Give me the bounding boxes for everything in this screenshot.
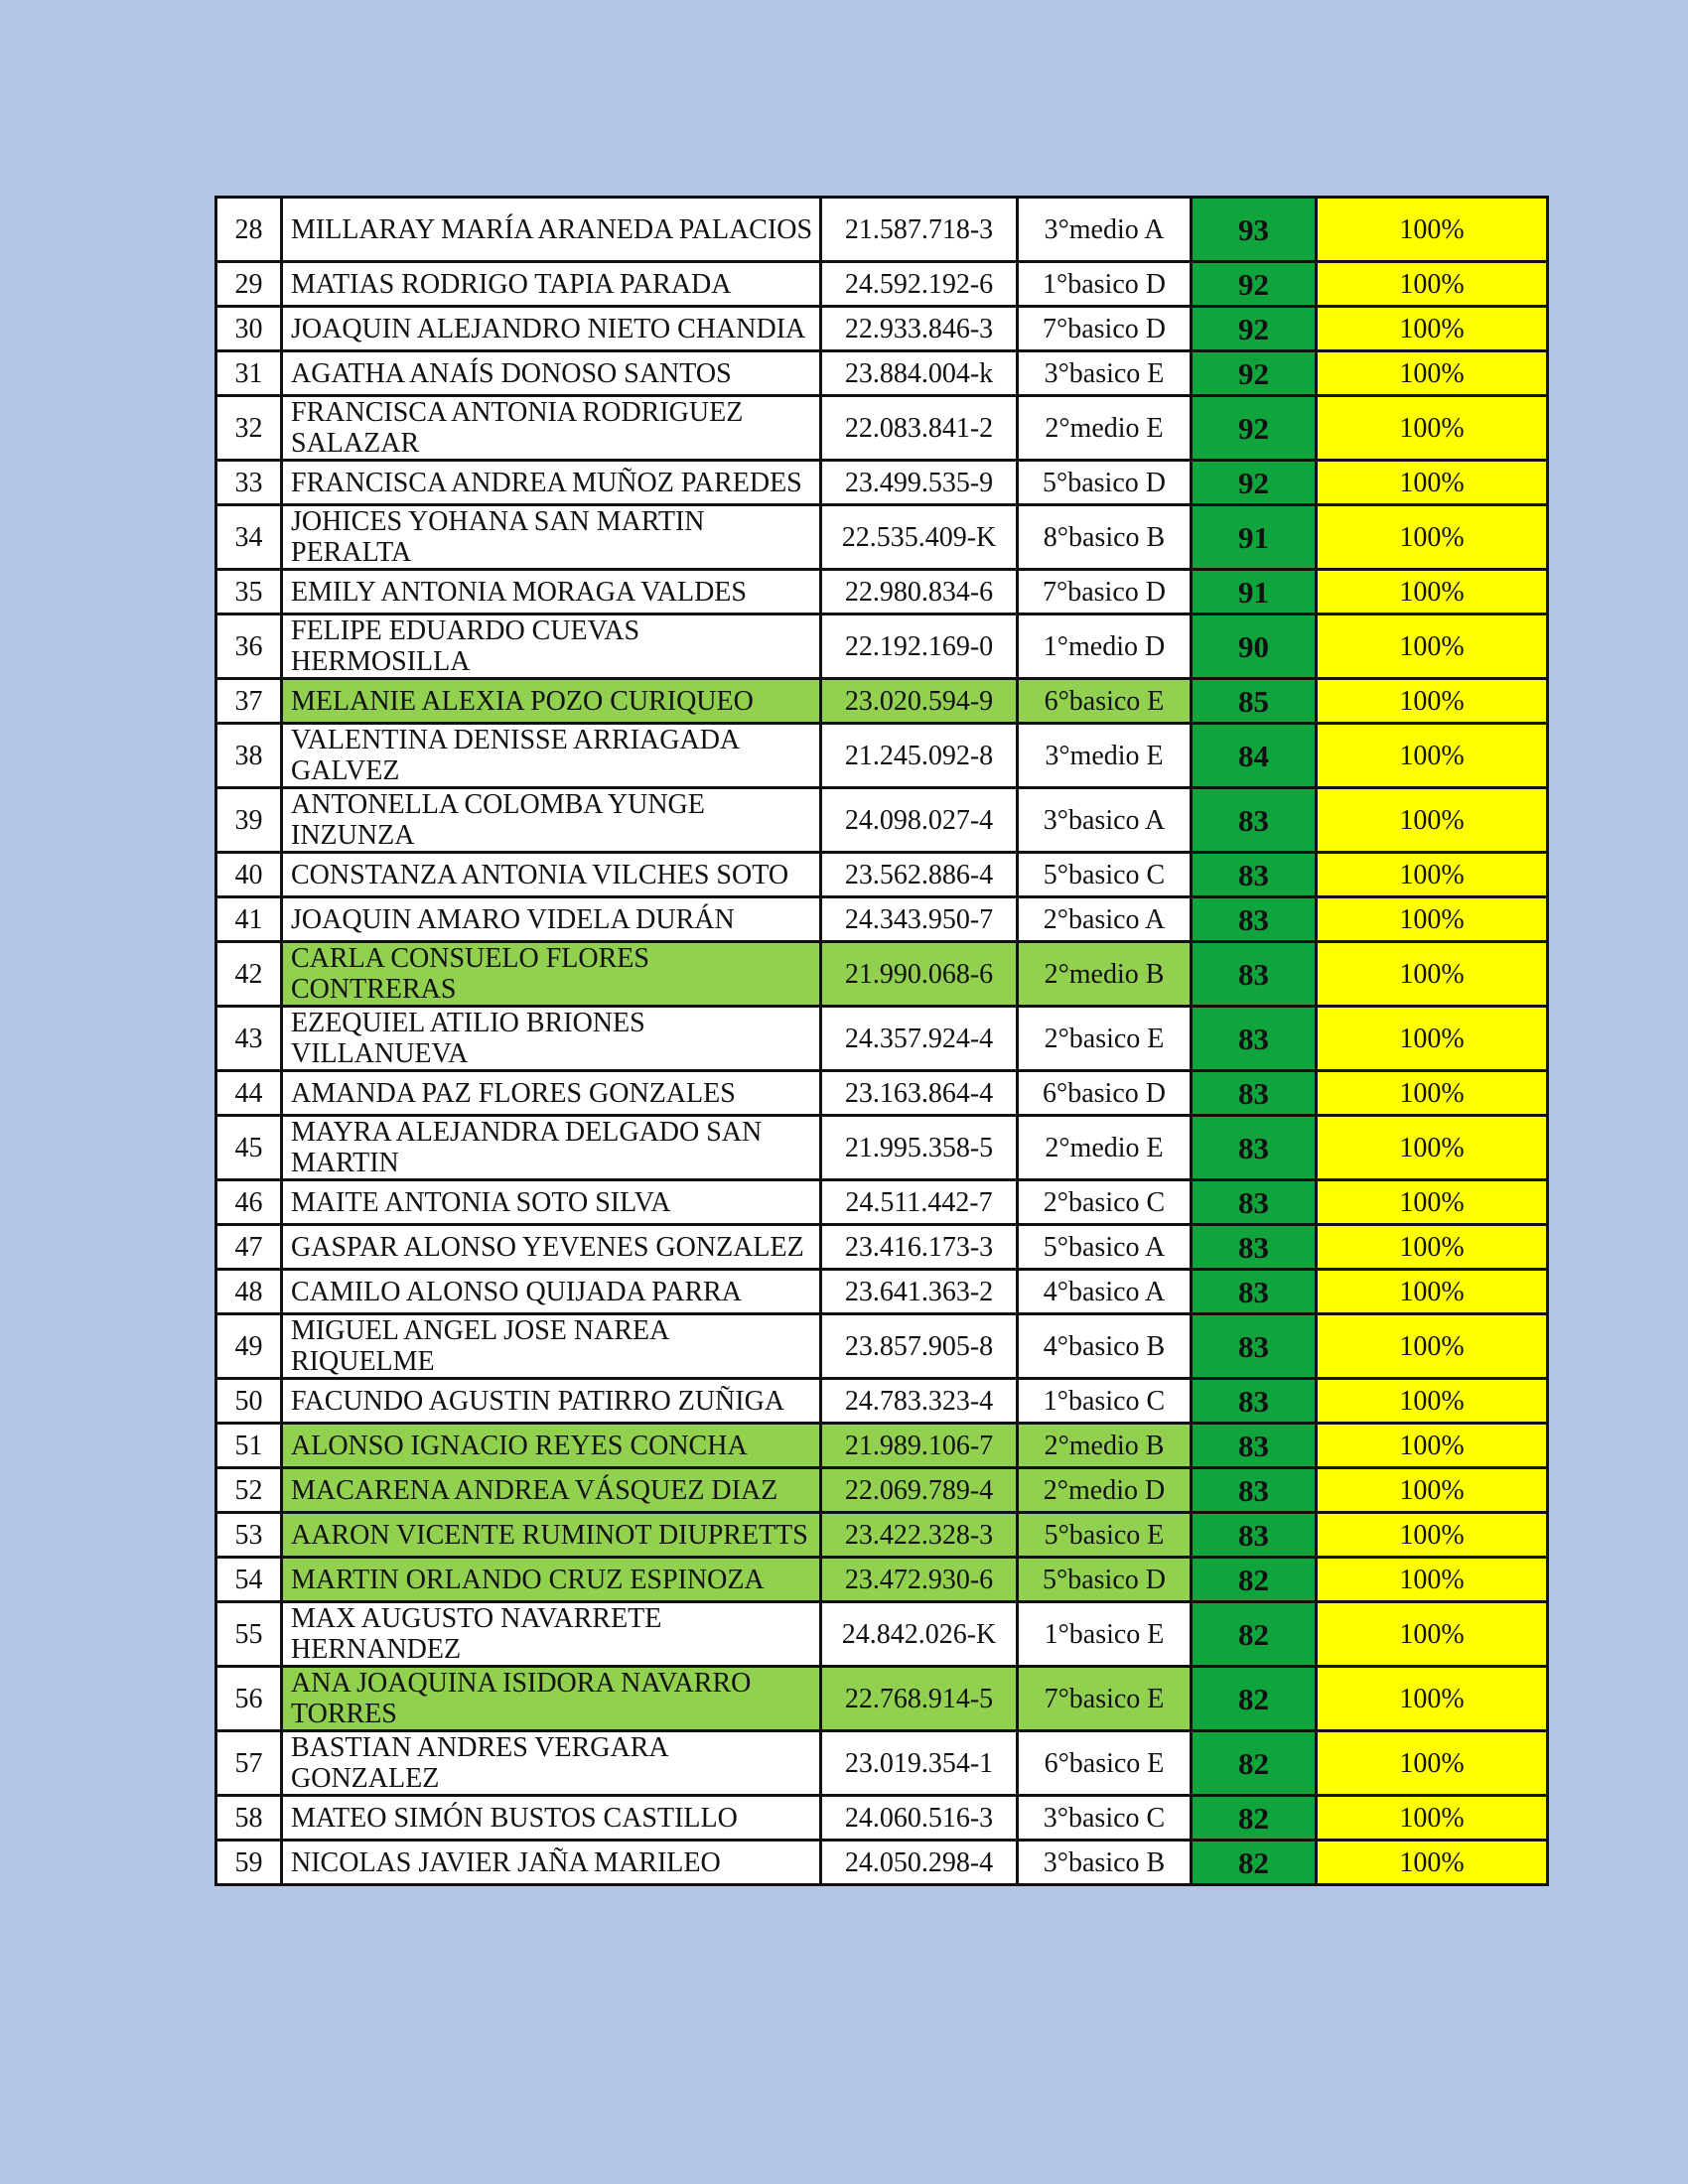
- student-name-cell: JOAQUIN AMARO VIDELA DURÁN: [282, 897, 821, 942]
- row-number-cell: 48: [216, 1270, 282, 1314]
- row-number-cell: 40: [216, 853, 282, 897]
- table-row: [216, 1225, 1548, 1270]
- rut-cell: 22.069.789-4: [821, 1468, 1018, 1513]
- table-row: [216, 1007, 1548, 1071]
- percentage-cell: 100%: [1317, 1071, 1548, 1116]
- row-number-cell: 29: [216, 262, 282, 307]
- rut-cell: 23.163.864-4: [821, 1071, 1018, 1116]
- course-cell: 5°basico A: [1018, 1225, 1192, 1270]
- table-row: [216, 307, 1548, 351]
- course-cell: 5°basico D: [1018, 461, 1192, 505]
- percentage-cell: 100%: [1317, 1270, 1548, 1314]
- percentage-cell: 100%: [1317, 1602, 1548, 1667]
- student-name-cell: EMILY ANTONIA MORAGA VALDES: [282, 570, 821, 614]
- table-row: [216, 1180, 1548, 1225]
- percentage-cell: 100%: [1317, 1379, 1548, 1424]
- student-name-cell: JOHICES YOHANA SAN MARTIN PERALTA: [282, 505, 821, 570]
- score-cell: 82: [1192, 1558, 1317, 1602]
- table-row: [216, 1379, 1548, 1424]
- table-row: [216, 262, 1548, 307]
- course-cell: 3°basico B: [1018, 1841, 1192, 1885]
- row-number-cell: 56: [216, 1667, 282, 1731]
- percentage-cell: 100%: [1317, 1007, 1548, 1071]
- row-number-cell: 43: [216, 1007, 282, 1071]
- score-cell: 83: [1192, 1468, 1317, 1513]
- percentage-cell: 100%: [1317, 942, 1548, 1007]
- student-name-cell: VALENTINA DENISSE ARRIAGADA GALVEZ: [282, 724, 821, 788]
- rut-cell: 21.995.358-5: [821, 1116, 1018, 1180]
- row-number-cell: 44: [216, 1071, 282, 1116]
- percentage-cell: 100%: [1317, 1667, 1548, 1731]
- row-number-cell: 51: [216, 1424, 282, 1468]
- row-number-cell: 35: [216, 570, 282, 614]
- row-number-cell: 58: [216, 1796, 282, 1841]
- student-name-cell: ANA JOAQUINA ISIDORA NAVARRO TORRES: [282, 1667, 821, 1731]
- score-cell: 82: [1192, 1731, 1317, 1796]
- table-row: [216, 198, 1548, 262]
- score-cell: 83: [1192, 1180, 1317, 1225]
- student-name-cell: MACARENA ANDREA VÁSQUEZ DIAZ: [282, 1468, 821, 1513]
- rut-cell: 21.989.106-7: [821, 1424, 1018, 1468]
- score-cell: 83: [1192, 897, 1317, 942]
- score-cell: 92: [1192, 307, 1317, 351]
- table-row: [216, 1468, 1548, 1513]
- results-table: [214, 196, 1549, 1886]
- course-cell: 6°basico D: [1018, 1071, 1192, 1116]
- score-cell: 83: [1192, 1513, 1317, 1558]
- row-number-cell: 46: [216, 1180, 282, 1225]
- table-row: [216, 1667, 1548, 1731]
- percentage-cell: 100%: [1317, 1841, 1548, 1885]
- student-name-cell: MELANIE ALEXIA POZO CURIQUEO: [282, 679, 821, 724]
- table-row: [216, 1424, 1548, 1468]
- student-name-cell: EZEQUIEL ATILIO BRIONES VILLANUEVA: [282, 1007, 821, 1071]
- table-row: [216, 614, 1548, 679]
- course-cell: 5°basico E: [1018, 1513, 1192, 1558]
- course-cell: 2°basico C: [1018, 1180, 1192, 1225]
- results-table-body: [216, 198, 1548, 1885]
- score-cell: 83: [1192, 1007, 1317, 1071]
- student-name-cell: ALONSO IGNACIO REYES CONCHA: [282, 1424, 821, 1468]
- course-cell: 2°basico E: [1018, 1007, 1192, 1071]
- rut-cell: 24.842.026-K: [821, 1602, 1018, 1667]
- score-cell: 92: [1192, 396, 1317, 461]
- score-cell: 82: [1192, 1841, 1317, 1885]
- course-cell: 1°basico C: [1018, 1379, 1192, 1424]
- course-cell: 3°basico A: [1018, 788, 1192, 853]
- row-number-cell: 39: [216, 788, 282, 853]
- row-number-cell: 55: [216, 1602, 282, 1667]
- course-cell: 5°basico D: [1018, 1558, 1192, 1602]
- student-name-cell: MILLARAY MARÍA ARANEDA PALACIOS: [282, 198, 821, 262]
- score-cell: 83: [1192, 1116, 1317, 1180]
- course-cell: 3°basico E: [1018, 351, 1192, 396]
- student-name-cell: FRANCISCA ANDREA MUÑOZ PAREDES: [282, 461, 821, 505]
- table-row: [216, 942, 1548, 1007]
- table-row: [216, 1116, 1548, 1180]
- percentage-cell: 100%: [1317, 897, 1548, 942]
- percentage-cell: 100%: [1317, 679, 1548, 724]
- student-name-cell: CARLA CONSUELO FLORES CONTRERAS: [282, 942, 821, 1007]
- course-cell: 4°basico B: [1018, 1314, 1192, 1379]
- percentage-cell: 100%: [1317, 853, 1548, 897]
- course-cell: 6°basico E: [1018, 1731, 1192, 1796]
- score-cell: 84: [1192, 724, 1317, 788]
- student-name-cell: NICOLAS JAVIER JAÑA MARILEO: [282, 1841, 821, 1885]
- row-number-cell: 45: [216, 1116, 282, 1180]
- row-number-cell: 34: [216, 505, 282, 570]
- row-number-cell: 30: [216, 307, 282, 351]
- rut-cell: 23.422.328-3: [821, 1513, 1018, 1558]
- student-name-cell: BASTIAN ANDRES VERGARA GONZALEZ: [282, 1731, 821, 1796]
- rut-cell: 22.980.834-6: [821, 570, 1018, 614]
- rut-cell: 22.933.846-3: [821, 307, 1018, 351]
- rut-cell: 23.020.594-9: [821, 679, 1018, 724]
- score-cell: 93: [1192, 198, 1317, 262]
- percentage-cell: 100%: [1317, 1225, 1548, 1270]
- student-name-cell: FELIPE EDUARDO CUEVAS HERMOSILLA: [282, 614, 821, 679]
- percentage-cell: 100%: [1317, 724, 1548, 788]
- row-number-cell: 49: [216, 1314, 282, 1379]
- row-number-cell: 53: [216, 1513, 282, 1558]
- rut-cell: 24.783.323-4: [821, 1379, 1018, 1424]
- score-cell: 92: [1192, 262, 1317, 307]
- rut-cell: 24.343.950-7: [821, 897, 1018, 942]
- percentage-cell: 100%: [1317, 198, 1548, 262]
- rut-cell: 24.060.516-3: [821, 1796, 1018, 1841]
- course-cell: 3°basico C: [1018, 1796, 1192, 1841]
- row-number-cell: 28: [216, 198, 282, 262]
- course-cell: 2°medio B: [1018, 942, 1192, 1007]
- course-cell: 1°basico E: [1018, 1602, 1192, 1667]
- course-cell: 2°medio E: [1018, 396, 1192, 461]
- row-number-cell: 37: [216, 679, 282, 724]
- percentage-cell: 100%: [1317, 570, 1548, 614]
- student-name-cell: MIGUEL ANGEL JOSE NAREA RIQUELME: [282, 1314, 821, 1379]
- student-name-cell: AMANDA PAZ FLORES GONZALES: [282, 1071, 821, 1116]
- score-cell: 90: [1192, 614, 1317, 679]
- student-name-cell: CONSTANZA ANTONIA VILCHES SOTO: [282, 853, 821, 897]
- rut-cell: 24.050.298-4: [821, 1841, 1018, 1885]
- percentage-cell: 100%: [1317, 461, 1548, 505]
- row-number-cell: 31: [216, 351, 282, 396]
- percentage-cell: 100%: [1317, 1558, 1548, 1602]
- course-cell: 2°basico A: [1018, 897, 1192, 942]
- row-number-cell: 41: [216, 897, 282, 942]
- student-name-cell: MATIAS RODRIGO TAPIA PARADA: [282, 262, 821, 307]
- course-cell: 5°basico C: [1018, 853, 1192, 897]
- table-row: [216, 897, 1548, 942]
- table-row: [216, 1071, 1548, 1116]
- rut-cell: 22.083.841-2: [821, 396, 1018, 461]
- rut-cell: 21.245.092-8: [821, 724, 1018, 788]
- course-cell: 1°medio D: [1018, 614, 1192, 679]
- rut-cell: 23.416.173-3: [821, 1225, 1018, 1270]
- percentage-cell: 100%: [1317, 1116, 1548, 1180]
- row-number-cell: 52: [216, 1468, 282, 1513]
- course-cell: 3°medio A: [1018, 198, 1192, 262]
- rut-cell: 22.535.409-K: [821, 505, 1018, 570]
- percentage-cell: 100%: [1317, 1468, 1548, 1513]
- rut-cell: 23.641.363-2: [821, 1270, 1018, 1314]
- student-name-cell: AARON VICENTE RUMINOT DIUPRETTS: [282, 1513, 821, 1558]
- row-number-cell: 42: [216, 942, 282, 1007]
- course-cell: 7°basico D: [1018, 570, 1192, 614]
- score-cell: 82: [1192, 1667, 1317, 1731]
- course-cell: 7°basico E: [1018, 1667, 1192, 1731]
- score-cell: 83: [1192, 853, 1317, 897]
- table-row: [216, 1602, 1548, 1667]
- course-cell: 2°medio D: [1018, 1468, 1192, 1513]
- table-row: [216, 1796, 1548, 1841]
- score-cell: 83: [1192, 1071, 1317, 1116]
- course-cell: 4°basico A: [1018, 1270, 1192, 1314]
- row-number-cell: 32: [216, 396, 282, 461]
- row-number-cell: 57: [216, 1731, 282, 1796]
- course-cell: 6°basico E: [1018, 679, 1192, 724]
- table-row: [216, 1314, 1548, 1379]
- rut-cell: 23.884.004-k: [821, 351, 1018, 396]
- student-name-cell: MATEO SIMÓN BUSTOS CASTILLO: [282, 1796, 821, 1841]
- rut-cell: 23.019.354-1: [821, 1731, 1018, 1796]
- table-row: [216, 461, 1548, 505]
- table-row: [216, 1270, 1548, 1314]
- score-cell: 82: [1192, 1602, 1317, 1667]
- percentage-cell: 100%: [1317, 614, 1548, 679]
- student-name-cell: MAITE ANTONIA SOTO SILVA: [282, 1180, 821, 1225]
- score-cell: 83: [1192, 788, 1317, 853]
- score-cell: 92: [1192, 461, 1317, 505]
- score-cell: 83: [1192, 1314, 1317, 1379]
- course-cell: 2°medio E: [1018, 1116, 1192, 1180]
- table-row: [216, 1731, 1548, 1796]
- score-cell: 82: [1192, 1796, 1317, 1841]
- row-number-cell: 36: [216, 614, 282, 679]
- percentage-cell: 100%: [1317, 1513, 1548, 1558]
- score-cell: 83: [1192, 942, 1317, 1007]
- rut-cell: 22.192.169-0: [821, 614, 1018, 679]
- score-cell: 91: [1192, 570, 1317, 614]
- rut-cell: 23.562.886-4: [821, 853, 1018, 897]
- rut-cell: 24.098.027-4: [821, 788, 1018, 853]
- rut-cell: 22.768.914-5: [821, 1667, 1018, 1731]
- table-row: [216, 1841, 1548, 1885]
- percentage-cell: 100%: [1317, 307, 1548, 351]
- student-name-cell: GASPAR ALONSO YEVENES GONZALEZ: [282, 1225, 821, 1270]
- row-number-cell: 47: [216, 1225, 282, 1270]
- student-name-cell: MARTIN ORLANDO CRUZ ESPINOZA: [282, 1558, 821, 1602]
- score-cell: 83: [1192, 1270, 1317, 1314]
- table-row: [216, 396, 1548, 461]
- percentage-cell: 100%: [1317, 396, 1548, 461]
- course-cell: 1°basico D: [1018, 262, 1192, 307]
- row-number-cell: 54: [216, 1558, 282, 1602]
- score-cell: 92: [1192, 351, 1317, 396]
- percentage-cell: 100%: [1317, 351, 1548, 396]
- rut-cell: 21.990.068-6: [821, 942, 1018, 1007]
- rut-cell: 21.587.718-3: [821, 198, 1018, 262]
- percentage-cell: 100%: [1317, 1314, 1548, 1379]
- table-row: [216, 853, 1548, 897]
- percentage-cell: 100%: [1317, 1424, 1548, 1468]
- table-row: [216, 351, 1548, 396]
- rut-cell: 23.472.930-6: [821, 1558, 1018, 1602]
- table-row: [216, 788, 1548, 853]
- rut-cell: 23.499.535-9: [821, 461, 1018, 505]
- percentage-cell: 100%: [1317, 505, 1548, 570]
- score-cell: 85: [1192, 679, 1317, 724]
- row-number-cell: 38: [216, 724, 282, 788]
- table-row: [216, 505, 1548, 570]
- percentage-cell: 100%: [1317, 262, 1548, 307]
- student-name-cell: MAX AUGUSTO NAVARRETE HERNANDEZ: [282, 1602, 821, 1667]
- table-row: [216, 724, 1548, 788]
- student-name-cell: ANTONELLA COLOMBA YUNGE INZUNZA: [282, 788, 821, 853]
- percentage-cell: 100%: [1317, 1731, 1548, 1796]
- results-table-container: [214, 196, 1546, 1886]
- rut-cell: 23.857.905-8: [821, 1314, 1018, 1379]
- score-cell: 83: [1192, 1424, 1317, 1468]
- rut-cell: 24.592.192-6: [821, 262, 1018, 307]
- score-cell: 83: [1192, 1379, 1317, 1424]
- student-name-cell: JOAQUIN ALEJANDRO NIETO CHANDIA: [282, 307, 821, 351]
- student-name-cell: FRANCISCA ANTONIA RODRIGUEZ SALAZAR: [282, 396, 821, 461]
- course-cell: 7°basico D: [1018, 307, 1192, 351]
- score-cell: 91: [1192, 505, 1317, 570]
- percentage-cell: 100%: [1317, 1180, 1548, 1225]
- course-cell: 3°medio E: [1018, 724, 1192, 788]
- table-row: [216, 1513, 1548, 1558]
- table-row: [216, 570, 1548, 614]
- rut-cell: 24.511.442-7: [821, 1180, 1018, 1225]
- student-name-cell: AGATHA ANAÍS DONOSO SANTOS: [282, 351, 821, 396]
- row-number-cell: 59: [216, 1841, 282, 1885]
- percentage-cell: 100%: [1317, 1796, 1548, 1841]
- score-cell: 83: [1192, 1225, 1317, 1270]
- table-row: [216, 1558, 1548, 1602]
- percentage-cell: 100%: [1317, 788, 1548, 853]
- course-cell: 8°basico B: [1018, 505, 1192, 570]
- row-number-cell: 50: [216, 1379, 282, 1424]
- student-name-cell: FACUNDO AGUSTIN PATIRRO ZUÑIGA: [282, 1379, 821, 1424]
- rut-cell: 24.357.924-4: [821, 1007, 1018, 1071]
- course-cell: 2°medio B: [1018, 1424, 1192, 1468]
- student-name-cell: CAMILO ALONSO QUIJADA PARRA: [282, 1270, 821, 1314]
- table-row: [216, 679, 1548, 724]
- row-number-cell: 33: [216, 461, 282, 505]
- student-name-cell: MAYRA ALEJANDRA DELGADO SAN MARTIN: [282, 1116, 821, 1180]
